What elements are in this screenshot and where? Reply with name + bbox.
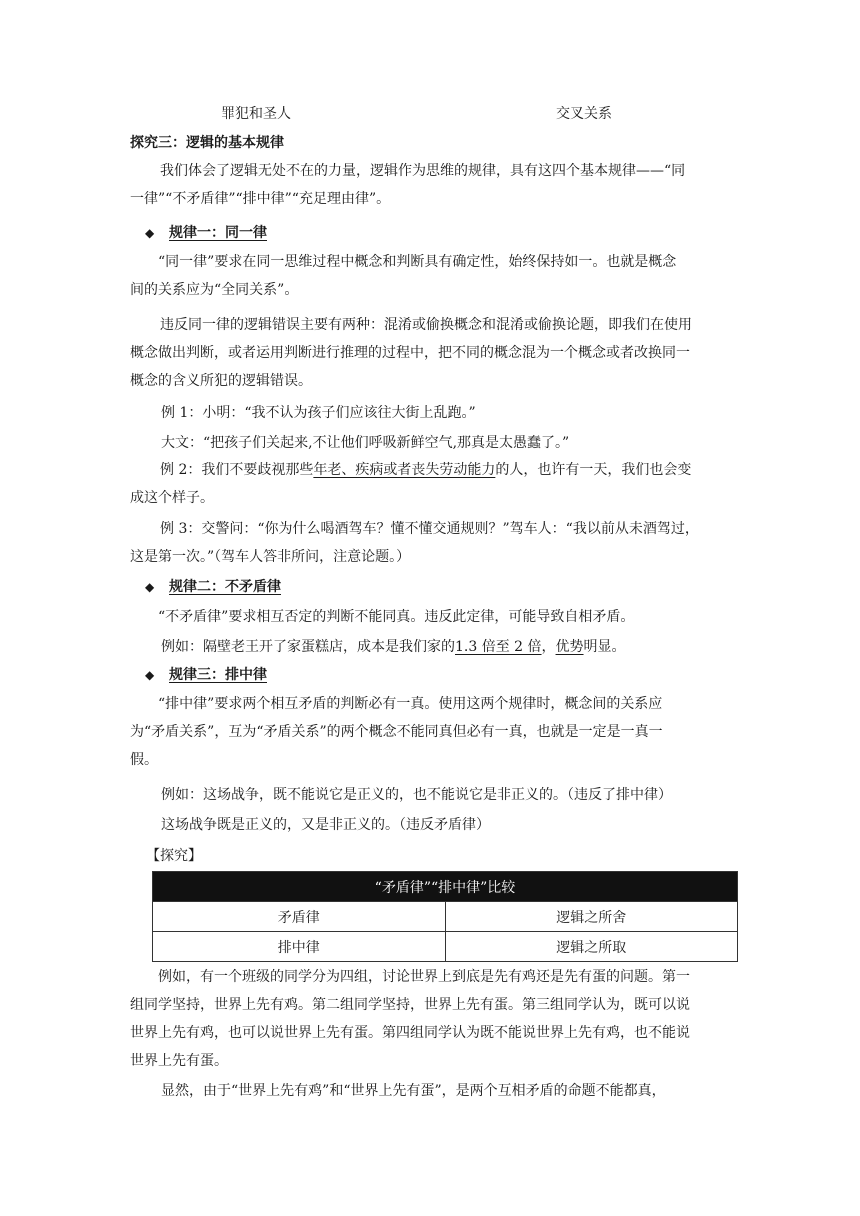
rule1-example2-line1 — [130, 456, 730, 484]
rule1-example3-line1: 例 3：交警问：“你为什么喝酒驾车？懂不懂交通规则？”驾车人：“我以前从未酒驾过， — [160, 521, 699, 537]
rule1-example1b: 大文：“把孩子们关起来,不让他们呼吸新鲜空气,那真是太愚蠢了。” — [161, 435, 570, 451]
table-row — [153, 902, 738, 932]
rule1-para1-line1: “同一律”要求在同一思维过程中概念和判断具有确定性，始终保持如一。也就是概念 — [158, 254, 677, 270]
rule2-example — [161, 636, 626, 656]
section-title: 探究三：逻辑的基本规律 — [130, 135, 284, 151]
conclusion-line: 显然，由于“世界上先有鸡”和“世界上先有蛋”，是两个互相矛盾的命题不能都真， — [161, 1083, 666, 1099]
rule3-title: 规律三：排中律 — [169, 667, 267, 683]
table-header-row — [153, 872, 738, 902]
rule1-example2-line2: 成这个样子。 — [130, 490, 214, 506]
rule1-example2 — [130, 456, 730, 512]
example-line-2: 组同学坚持，世界上先有鸡。第二组同学坚持，世界上先有蛋。第三组同学认为，既可以说 — [130, 997, 690, 1013]
rule3-para-line2: 为“矛盾关系”，互为“矛盾关系”的两个概念不能同真但必有一真，也就是一定是一真一 — [130, 724, 663, 740]
table-row — [153, 932, 738, 962]
rule2-paragraph: “不矛盾律”要求相互否定的判断不能同真。违反此定律，可能导致自相矛盾。 — [158, 609, 635, 625]
rule3-example1: 例如：这场战争，既不能说它是正义的，也不能说它是非正义的。（违反了排中律） — [161, 787, 672, 803]
diamond-bullet-icon: ◆ — [145, 580, 155, 594]
example-line-3: 世界上先有鸡，也可以说世界上先有蛋。第四组同学认为既不能说世界上先有鸡，也不能说 — [130, 1025, 690, 1041]
rule3-paragraph — [130, 690, 730, 774]
comparison-table — [152, 871, 738, 962]
rule1-example3-line2: 这是第一次。”（驾车人答非所问，注意论题。） — [130, 549, 411, 565]
rule3-para-line1: “排中律”要求两个相互矛盾的判断必有一真。使用这两个规律时，概念间的关系应 — [158, 696, 663, 712]
rule1-para2 — [130, 311, 730, 395]
example-paragraph — [130, 963, 730, 1075]
diamond-bullet-icon: ◆ — [145, 226, 155, 240]
rule1-title: 规律一：同一律 — [169, 225, 267, 241]
table-cell: 排中律 — [153, 932, 446, 962]
rule2-ex-underline2: 优势 — [555, 639, 584, 655]
explore-label: 【探究】 — [146, 848, 202, 864]
rule1-para1 — [130, 248, 730, 304]
rule1-example3 — [130, 515, 730, 571]
table-header: “矛盾律”“排中律”比较 — [153, 872, 738, 902]
ex2-underlined: 年老、疾病或者丧失劳动能力 — [313, 462, 496, 478]
rule1-para1-line2: 间的关系应为“全同关系”。 — [130, 282, 299, 298]
rule1-para2-line1: 违反同一律的逻辑错误主要有两种：混淆或偷换概念和混淆或偷换论题，即我们在使用 — [160, 317, 692, 333]
rule3-example2: 这场战争既是正义的，又是非正义的。（违反矛盾律） — [161, 817, 490, 833]
rule1-para2-line2: 概念做出判断，或者运用判断进行推理的过程中，把不同的概念混为一个概念或者改换同一 — [130, 345, 690, 361]
ex2-suffix: 的人，也许有一天，我们也会变 — [495, 462, 692, 478]
intro-line-2: 一律”“不矛盾律”“排中律”“充足理由律”。 — [130, 191, 391, 207]
rule2-ex-suffix: 明显。 — [583, 639, 626, 655]
table-cell: 逻辑之所取 — [445, 932, 738, 962]
ex2-prefix: 例 2：我们不要歧视那些 — [160, 462, 314, 478]
intro-line-1: 我们体会了逻辑无处不在的力量，逻辑作为思维的规律，具有这四个基本规律——“同 — [160, 163, 686, 179]
rule1-heading — [145, 219, 267, 247]
rule2-title: 规律二：不矛盾律 — [169, 579, 281, 595]
rule1-para2-line3: 概念的含义所犯的逻辑错误。 — [130, 373, 312, 389]
rule1-example1: 例 1：小明：“我不认为孩子们应该往大街上乱跑。” — [161, 405, 476, 421]
rule3-para-line3: 假。 — [130, 752, 158, 768]
example-line-1: 例如，有一个班级的同学分为四组，讨论世界上到底是先有鸡还是先有蛋的问题。第一 — [158, 969, 690, 985]
rule2-heading — [145, 573, 281, 601]
table-cell: 矛盾律 — [153, 902, 446, 932]
top-row-left: 罪犯和圣人 — [221, 106, 291, 122]
intro-paragraph — [130, 157, 730, 213]
rule2-ex-prefix: 例如：隔壁老王开了家蛋糕店，成本是我们家的 — [161, 639, 455, 655]
example-line-4: 世界上先有蛋。 — [130, 1053, 228, 1069]
table-cell: 逻辑之所舍 — [445, 902, 738, 932]
rule2-ex-mid: ， — [541, 639, 556, 655]
diamond-bullet-icon: ◆ — [145, 668, 155, 682]
rule2-ex-underline1: 1.3 倍至 2 倍 — [455, 639, 542, 655]
rule3-heading — [145, 661, 267, 689]
top-row-right: 交叉关系 — [556, 106, 612, 122]
